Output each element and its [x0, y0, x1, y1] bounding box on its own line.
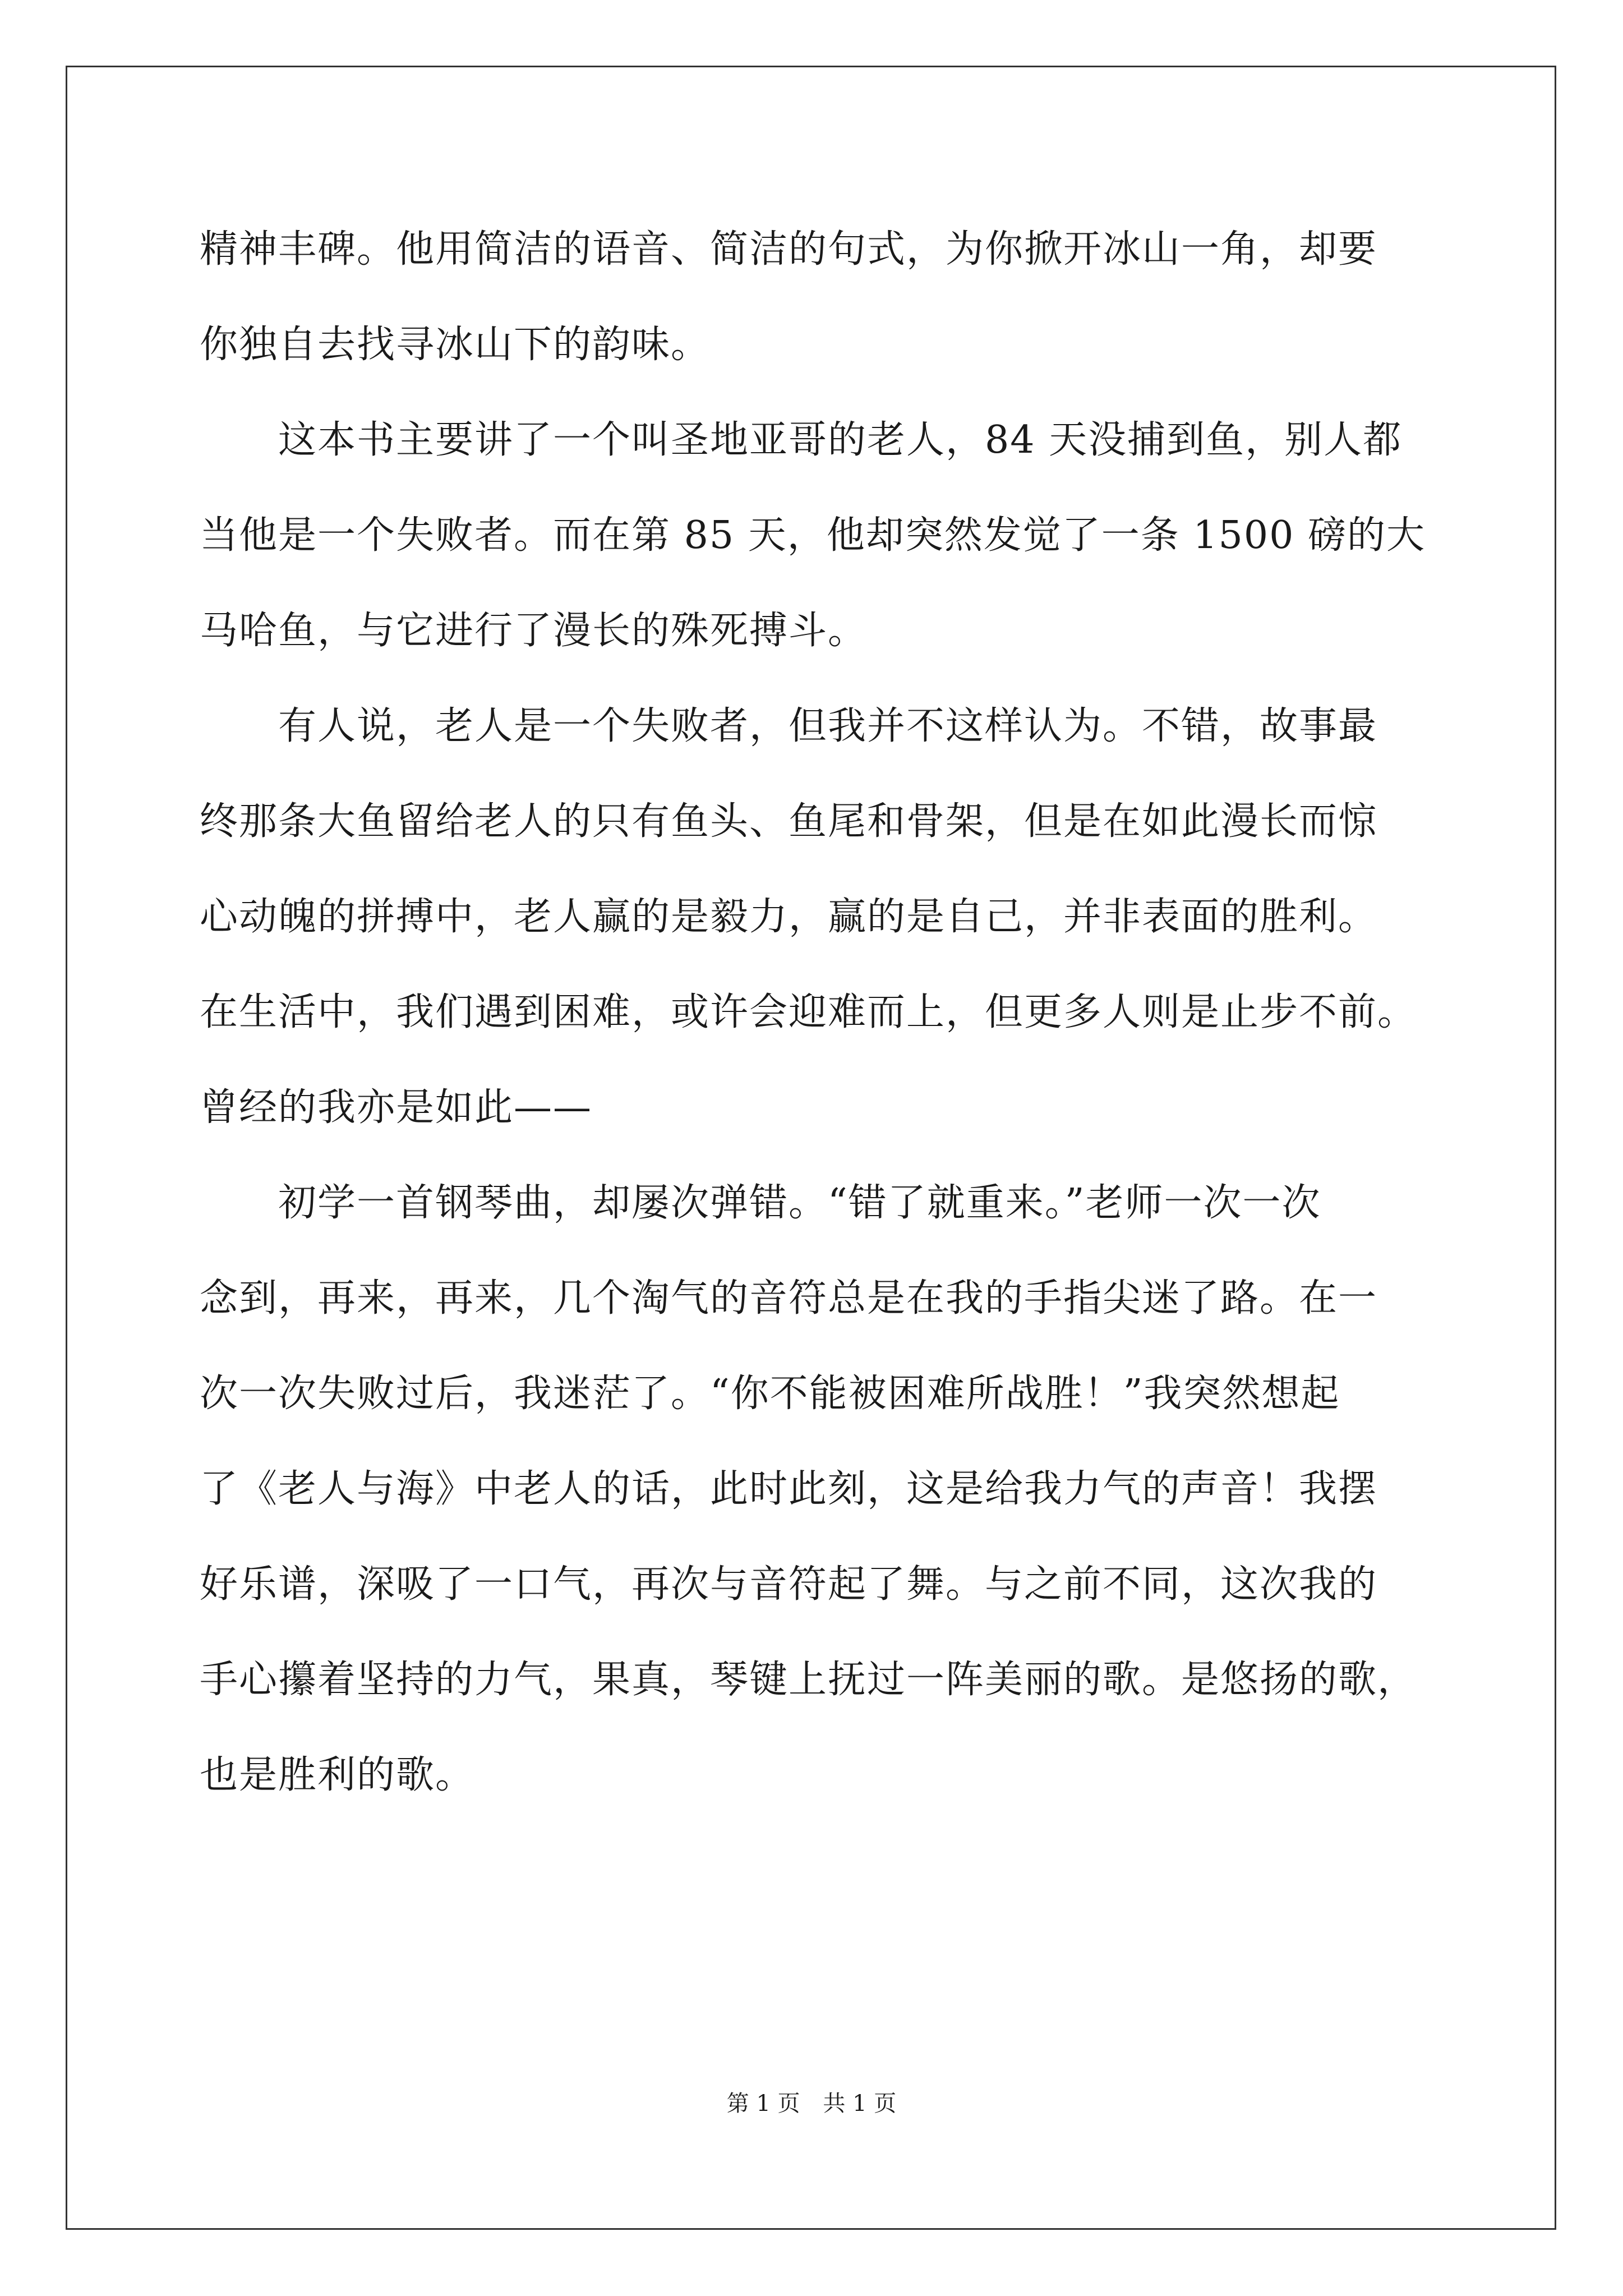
text-line: 当他是一个失败者。而在第 85 天，他却突然发觉了一条 1500 磅的大	[200, 513, 1426, 558]
text-line: 你独自去找寻冰山下的韵味。	[200, 323, 711, 367]
paragraph-first-line: 初学一首钢琴曲，却屡次弹错。“错了就重来。”老师一次一次	[278, 1181, 1321, 1225]
page-total: 共 1 页	[823, 2091, 897, 2116]
text-line: 也是胜利的歌。	[200, 1753, 475, 1797]
paragraph-first-line: 这本书主要讲了一个叫圣地亚哥的老人，84 天没捕到鱼，别人都	[278, 418, 1403, 462]
text-line: 马哈鱼，与它进行了漫长的殊死搏斗。	[200, 609, 868, 653]
page-number: 第 1 页	[726, 2091, 800, 2116]
text-line: 在生活中，我们遇到困难，或许会迎难而上，但更多人则是止步不前。	[200, 990, 1417, 1034]
text-line: 好乐谱，深吸了一口气，再次与音符起了舞。与之前不同，这次我的	[200, 1562, 1378, 1607]
text-line: 心动魄的拼搏中，老人赢的是毅力，赢的是自己，并非表面的胜利。	[200, 895, 1378, 939]
text-line: 精神丰碑。他用简洁的语音、简洁的句式，为你掀开冰山一角，却要	[200, 227, 1378, 272]
text-line: 次一次失败过后，我迷茫了。“你不能被困难所战胜！”我突然想起	[200, 1372, 1340, 1416]
document-body	[200, 202, 1456, 1823]
text-line: 手心攥着坚持的力气，果真，琴键上抚过一阵美丽的歌。是悠扬的歌，	[200, 1658, 1417, 1702]
text-line: 终那条大鱼留给老人的只有鱼头、鱼尾和骨架，但是在如此漫长而惊	[200, 799, 1378, 844]
paragraph-first-line: 有人说，老人是一个失败者，但我并不这样认为。不错，故事最	[278, 704, 1378, 748]
text-line: 了《老人与海》中老人的话，此时此刻，这是给我力气的声音！我摆	[200, 1467, 1378, 1511]
text-line: 曾经的我亦是如此——	[200, 1085, 593, 1130]
text-line: 念到，再来，再来，几个淘气的音符总是在我的手指尖迷了路。在一	[200, 1276, 1378, 1320]
page-footer	[0, 2087, 1623, 2120]
